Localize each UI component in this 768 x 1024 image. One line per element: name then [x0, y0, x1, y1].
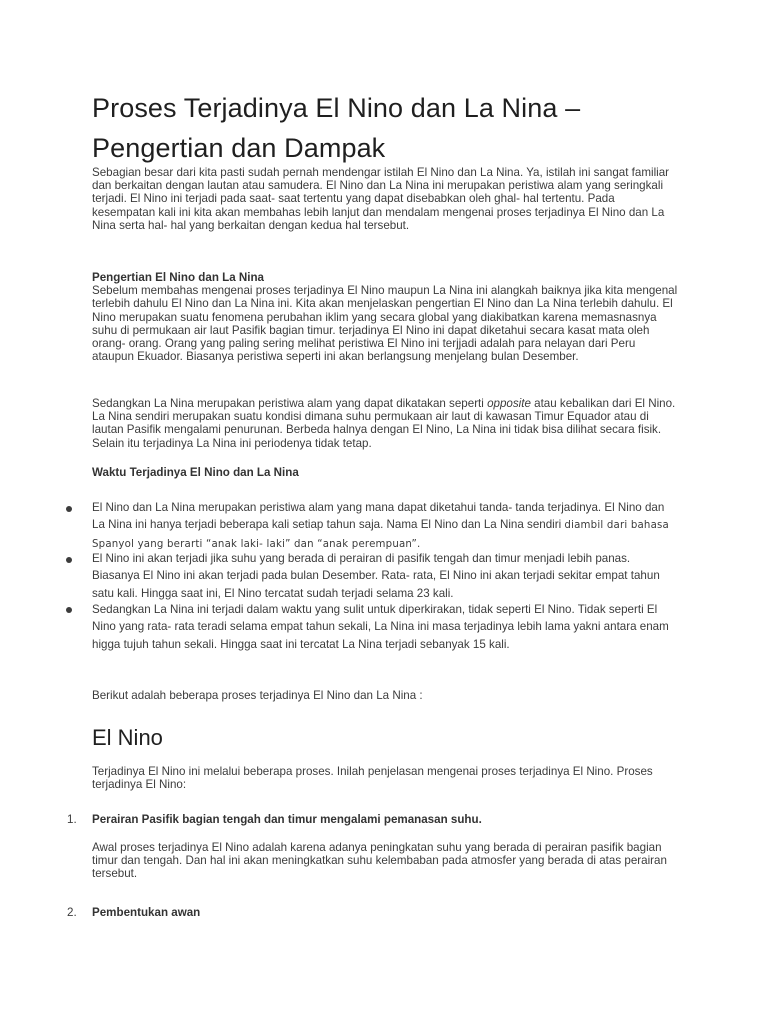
la-nina-text-b: atau kebalikan dari El Nino. La Nina sendiri merupakan suatu kondisi dimana suhu permukaan air laut di kawasan Timur Equador atau di lautan Pasifik mengalami penurunan. Berbeda halnya dengan El Nino, La Nina ini tidak bisa dilihat secara fisik. Selain itu terjadinya La Nina ini periodenya tidak tetap. [92, 397, 676, 450]
la-nina-text-a: Sedangkan La Nina merupakan peristiwa alam yang dapat dikatakan seperti [92, 397, 488, 410]
step-number-2: 2. [67, 906, 77, 919]
section-heading-el-nino: El Nino [92, 725, 163, 750]
bullet-item-2: El Nino ini akan terjadi jika suhu yang berada di perairan di pasifik tengah dan timur menjadi lebih panas. Biasanya El Nino ini akan terjadi pada bulan Desember. Rata- rata, El Nino ini akan terjadi sekitar empat tahun satu kali. Hingga saat ini, El Nino tercatat sudah terjadi selama 23 kali. [92, 552, 660, 600]
step-title-2: Pembentukan awan [92, 906, 201, 919]
step-1-description: Awal proses terjadinya El Nino adalah karena adanya peningkatan suhu yang berada di perairan pasifik bagian timur dan tengah. Dan hal ini akan meningkatkan suhu kelembaban pada atmosfer yang berada di atas perairan tersebut. [92, 841, 667, 881]
bullet-item-1 [92, 499, 680, 553]
intro-paragraph: Sebagian besar dari kita pasti sudah pernah mendengar istilah El Nino dan La Nina. Ya, istilah ini sangat familiar dan berkaitan dengan lautan atau samudera. El Nino dan La Nina ini merupakan peristiwa alam yang seringkali terjadi. El Nino ini terjadi pada saat- saat tertentu yang dapat disebabkan oleh ghal- hal tertentu. Pada kesempatan kali ini kita akan membahas lebih lanjut dan mendalam mengenai proses terjadinya El Nino dan La Nina serta hal- hal yang berkaitan dengan kedua hal tersebut. [92, 166, 670, 232]
process-intro: Berikut adalah beberapa proses terjadinya El Nino dan La Nina : [92, 689, 423, 702]
bullet-dot [66, 506, 72, 512]
la-nina-paragraph [92, 397, 680, 450]
section-heading-timing: Waktu Terjadinya El Nino dan La Nina [92, 466, 299, 479]
la-nina-emphasis: opposite [487, 397, 531, 410]
definition-paragraph: Sebelum membahas mengenai proses terjadinya El Nino maupun La Nina ini alangkah baiknya jika kita mengenal terlebih dahulu El Nino dan La Nina ini. Kita akan menjelaskan pengertian El Nino dan La Nina terlebih dahulu. El Nino merupakan suatu fenomena perubahan iklim yang secara global yang diakibatkan karena memasnasnya suhu di permukaan air laut Pasifik bagian timur. terjadinya El Nino ini dapat diketahui secara kasat mata oleh orang- orang. Orang yang paling sering melihat peristiwa El Nino ini terjjadi adalah para nelayan dari Peru ataupun Ekuador. Biasanya peristiwa seperti ini akan berlangsung menjelang bulan Desember. [92, 284, 678, 364]
page-title: Proses Terjadinya El Nino dan La Nina – Pengertian dan Dampak [92, 93, 581, 163]
section-definition [92, 271, 680, 363]
section-heading-definition: Pengertian El Nino dan La Nina [92, 271, 264, 284]
bullet-1-text-a: El Nino dan La Nina merupakan peristiwa alam yang mana dapat diketahui tanda- tanda terjadinya. El Nino dan La Nina ini hanya terjadi beberapa kali setiap tahun saja. Nama El Nino dan La Nina sendiri [92, 501, 665, 532]
bullet-dot [66, 607, 72, 613]
bullet-item-3: Sedangkan La Nina ini terjadi dalam waktu yang sulit untuk diperkirakan, tidak seperti El Nino. Tidak seperti El Nino yang rata- rata teradi selama empat tahun sekali, La Nina ini masa terjadinya lebih lama yakni antara enam higga tujuh tahun sekali. Hingga saat ini tercatat La Nina terjadi sebanyak 15 kali. [92, 603, 669, 651]
bullet-dot [66, 557, 72, 563]
step-title-1: Perairan Pasifik bagian tengah dan timur mengalami pemanasan suhu. [92, 813, 482, 826]
bullet-1-text-b: diambil dari bahasa Spanyol yang berarti “anak laki- laki” dan “anak perempuan”. [92, 520, 669, 550]
step-number-1: 1. [67, 813, 77, 826]
el-nino-intro: Terjadinya El Nino ini melalui beberapa proses. Inilah penjelasan mengenai proses terjadinya El Nino. Proses terjadinya El Nino: [92, 765, 653, 792]
